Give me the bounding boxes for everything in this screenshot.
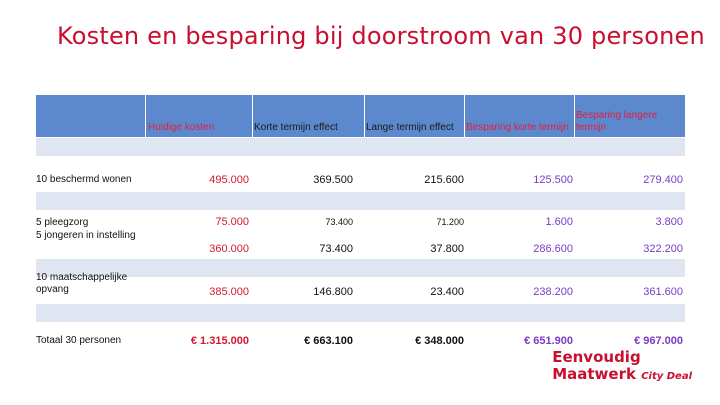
cell-besparing-lange: 322.200 (643, 243, 683, 255)
cell-lange: 71.200 (436, 217, 464, 227)
logo-line2-text: Maatwerk (552, 365, 636, 383)
cell-huidige: 75.000 (215, 216, 249, 228)
row-band (36, 138, 685, 156)
cost-table (36, 95, 685, 353)
cell-huidige: 385.000 (209, 286, 249, 298)
header-korte-label: Korte termijn effect (254, 122, 338, 133)
cell-korte: 369.500 (313, 174, 353, 186)
logo-line1: Eenvoudig (552, 348, 641, 366)
total-row-label: Totaal 30 personen (36, 335, 122, 346)
cell-besparing-korte: 1.600 (545, 216, 573, 228)
cell-besparing-korte: 238.200 (533, 286, 573, 298)
row-label: 10 maatschappelijke opvang (36, 272, 128, 295)
cell-lange: 215.600 (424, 174, 464, 186)
total-besparing-lange: € 967.000 (634, 335, 683, 347)
total-lange: € 348.000 (415, 335, 464, 347)
header-besparing-lange (575, 95, 685, 137)
total-korte: € 663.100 (304, 335, 353, 347)
total-besparing-korte: € 651.900 (524, 335, 573, 347)
cell-korte: 73.400 (325, 217, 353, 227)
cell-korte: 146.800 (313, 286, 353, 298)
row-label: 10 beschermd wonen (36, 174, 132, 185)
page-title: Kosten en besparing bij doorstroom van 30 personen (57, 22, 705, 50)
header-empty (36, 95, 146, 137)
cell-huidige: 495.000 (209, 174, 249, 186)
cell-besparing-lange: 279.400 (643, 174, 683, 186)
cell-besparing-lange: 361.600 (643, 286, 683, 298)
cell-besparing-lange: 3.800 (655, 216, 683, 228)
cell-huidige: 360.000 (209, 243, 249, 255)
row-label: 5 pleegzorg (36, 217, 89, 228)
logo-line2 (552, 366, 692, 385)
header-huidige-label: Huidige kosten (148, 122, 215, 133)
header-korte (253, 95, 365, 137)
eenvoudig-maatwerk-logo (552, 349, 692, 385)
header-lange-label: Lange termijn effect (366, 122, 454, 133)
row-band (36, 304, 685, 322)
cell-lange: 23.400 (430, 286, 464, 298)
row-label: 5 jongeren in instelling (36, 230, 136, 241)
cell-korte: 73.400 (319, 243, 353, 255)
total-huidige: € 1.315.000 (190, 335, 249, 347)
header-besparing-korte-label: Besparing korte termijn (466, 122, 569, 133)
header-besparing-lange-label: Besparing langere termijn (576, 110, 658, 133)
logo-subtitle: City Deal (641, 371, 692, 382)
row-band (36, 192, 685, 210)
cell-besparing-korte: 125.500 (533, 174, 573, 186)
cell-lange: 37.800 (430, 243, 464, 255)
cell-besparing-korte: 286.600 (533, 243, 573, 255)
header-lange (365, 95, 465, 137)
header-besparing-korte (465, 95, 575, 137)
header-huidige (146, 95, 253, 137)
